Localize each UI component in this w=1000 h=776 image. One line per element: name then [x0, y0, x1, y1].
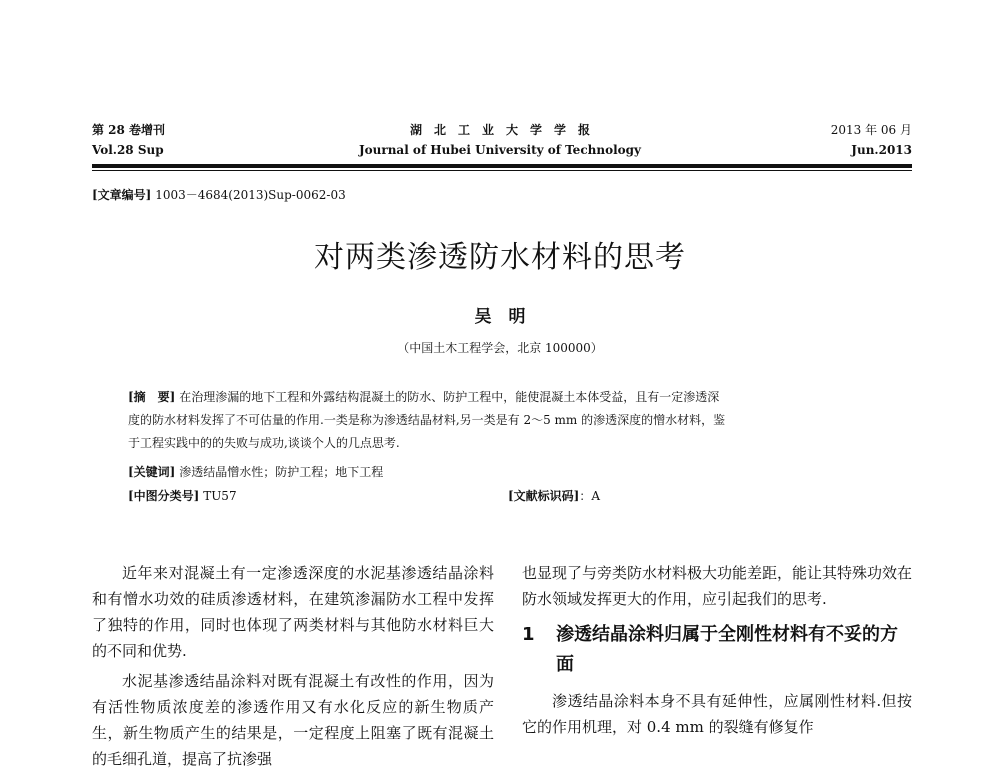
classification-label: [中图分类号]	[128, 489, 200, 503]
body-paragraph: 渗透结晶涂料本身不具有延伸性，应属刚性材料.但按它的作用机理，对 0.4 mm 的裂缝有修复作	[522, 692, 912, 736]
header-rule-thin	[92, 170, 912, 171]
keywords-value: 渗透结晶憎水性；防护工程；地下工程	[179, 465, 384, 479]
keywords	[128, 463, 383, 480]
document-code	[508, 487, 600, 504]
classification-value: TU57	[203, 489, 237, 503]
abstract-line: [摘 要] 在治理渗漏的地下工程和外露结构混凝土的防水、防护工程中，能使混凝土本体受益，且有一定渗透深	[128, 390, 720, 404]
section-heading	[522, 620, 912, 680]
header-rule-thick	[92, 164, 912, 168]
article-id-label: [文章编号]	[92, 188, 152, 202]
classification	[128, 487, 237, 504]
document-code-label: [文献标识码]	[508, 489, 580, 503]
section-title: 渗透结晶涂料归属于全刚性材料有不妥的方面	[556, 624, 898, 675]
author-name: 吴 明	[474, 307, 526, 327]
abstract-label: [摘 要]	[128, 390, 176, 404]
abstract-line: 度的防水材料发挥了不可估量的作用.一类是称为渗透结晶材料,另一类是有 2～5 mm 的渗透深度的憎水材料，鉴	[128, 413, 726, 427]
body-left-column	[92, 560, 494, 772]
volume-cn: 第 28 卷增刊	[92, 123, 166, 137]
journal-cn: 湖 北 工 业 大 学 学 报	[409, 123, 590, 137]
date-en: Jun.2013	[851, 143, 912, 157]
keywords-label: [关键词]	[128, 465, 176, 479]
body-right-column	[522, 560, 912, 740]
body-paragraph: 近年来对混凝土有一定渗透深度的水泥基渗透结晶涂料和有憎水功效的硅质渗透材料，在建筑渗漏防水工程中发挥了独特的作用，同时也体现了两类材料与其他防水材料巨大的不同和优势.	[92, 564, 494, 660]
abstract-line: 于工程实践中的的失败与成功,谈谈个人的几点思考.	[128, 436, 400, 450]
volume-en: Vol.28 Sup	[92, 143, 164, 157]
body-paragraph: 水泥基渗透结晶涂料对既有混凝土有改性的作用，因为有活性物质浓度差的渗透作用又有水化反应的新生物质产生，新生物质产生的结果是，一定程度上阻塞了既有混凝土的毛细孔道，提高了抗渗强	[92, 672, 494, 768]
body-paragraph: 也显现了与旁类防水材料极大功能差距，能让其特殊功效在防水领域发挥更大的作用，应引起我们的思考.	[522, 564, 913, 608]
article-title: 对两类渗透防水材料的思考	[314, 240, 686, 275]
article-id-value: 1003－4684(2013)Sup-0062-03	[155, 188, 346, 202]
date-cn: 2013 年 06 月	[830, 123, 912, 137]
abstract	[128, 386, 880, 455]
journal-en: Journal of Hubei University of Technology	[358, 143, 642, 157]
document-code-value: ：A	[579, 489, 601, 503]
affiliation: （中国土木工程学会，北京 100000）	[397, 341, 603, 355]
article-id	[92, 186, 346, 203]
section-number: 1	[522, 624, 535, 645]
